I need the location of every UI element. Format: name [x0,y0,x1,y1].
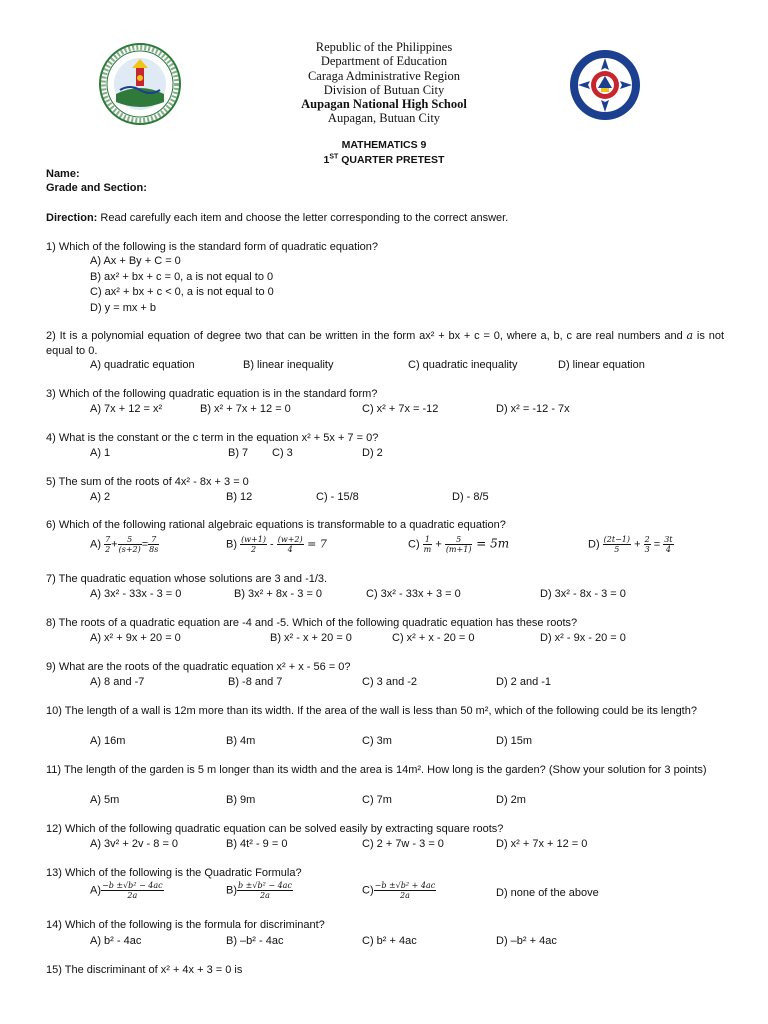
letterhead [0,40,768,126]
option-a[interactable] [90,535,159,554]
region-line: Caraga Administrative Region [307,68,461,83]
frac-den: 2 [250,545,257,554]
option[interactable]: D) 2 and -1 [496,676,552,688]
option[interactable]: B) ax² + bx + c = 0, a is not equal to 0 [90,270,274,283]
quarter-number: 1 [323,154,330,166]
option[interactable]: A) 1 [90,447,111,459]
option[interactable]: C) quadratic inequality [408,359,518,371]
exam-quarter [0,153,768,168]
option-label: B) [226,884,237,897]
option[interactable]: D) –b² + 4ac [496,935,557,947]
operator: + [432,538,445,551]
question-11-options [90,793,740,809]
question-5-options [90,490,740,506]
option-label: C) [408,538,420,551]
question-3: 3) Which of the following quadratic equation is in the standard form? [46,388,378,400]
option[interactable]: A) b² - 4ac [90,935,142,947]
question-7: 7) The quadratic equation whose solutions are 3 and -1/3. [46,573,328,585]
option[interactable]: C) 3x² - 33x + 3 = 0 [366,588,461,600]
question-9: 9) What are the roots of the quadratic equation x² + x - 56 = 0? [46,661,351,673]
option[interactable]: A) 8 and -7 [90,676,145,688]
option-b[interactable] [226,535,327,554]
option[interactable]: B) 4m [226,735,256,747]
frac-num: 7 [105,535,111,544]
option[interactable]: B) 4t² - 9 = 0 [226,838,288,850]
frac-num: 5 [445,535,473,545]
question-8-options [90,631,740,647]
name-label: Name: [46,168,80,180]
question-2 [46,328,724,359]
option[interactable]: C) 2 + 7w - 3 = 0 [362,838,444,850]
option[interactable]: A) Ax + By + C = 0 [90,255,181,267]
question-4-options [90,446,740,462]
option-label: A) [90,884,101,897]
option[interactable]: A) 3v² + 2v - 8 = 0 [90,838,179,850]
option[interactable]: A) 5m [90,794,120,806]
frac-den: 4 [287,545,293,554]
option-d[interactable]: D) none of the above [496,887,599,899]
option[interactable]: D) 15m [496,735,533,747]
exam-title [0,138,768,168]
option[interactable]: B) –b² - 4ac [226,935,284,947]
option[interactable]: C) x² + x - 20 = 0 [392,632,475,644]
operator: = 5m [472,536,510,551]
frac-num: (2t−1) [603,535,631,544]
question-6: 6) Which of the following rational algebraic equations is transformable to a quadratic equation? [46,519,506,531]
frac-num: b ±√b² − 4ac [238,881,292,890]
option[interactable]: C) 3m [362,735,392,747]
option-d[interactable] [588,535,674,554]
quarter-label: QUARTER PRETEST [338,154,445,166]
option-c[interactable] [362,881,436,900]
option[interactable]: D) 2 [362,447,383,459]
operator: = [650,538,664,551]
frac-num: −b ±√b² + 4ac [374,881,436,890]
exam-subject: MATHEMATICS 9 [341,139,427,151]
option[interactable]: D) 2m [496,794,526,806]
option-label: D) [588,538,600,551]
option[interactable]: B) 3x² + 8x - 3 = 0 [234,588,323,600]
option-label: B) [226,538,237,551]
question-2-text: 2) It is a polynomial equation of degree two that can be written in the form ax² + bx + c = 0, where a, b, c are real numbers and [46,330,687,342]
frac-den: m [423,545,432,554]
question-3-options [90,402,740,418]
option[interactable]: D) 3x² - 8x - 3 = 0 [540,588,626,600]
option[interactable]: A) 16m [90,735,126,747]
question-14: 14) Which of the following is the formula for discriminant? [46,919,325,931]
department-line: Department of Education [320,54,448,69]
operator: = 7 [303,537,327,551]
quarter-suffix: ST [329,153,339,161]
option[interactable]: C) ax² + bx + c < 0, a is not equal to 0 [90,286,274,298]
option[interactable]: A) quadratic equation [90,359,195,371]
frac-num: 3t [664,535,673,544]
operator: + [111,538,118,551]
question-11: 11) The length of the garden is 5 m longer than its width and the area is 14m². How long is the garden? (Show your solution for 3 points) [46,764,707,776]
question-15: 15) The discriminant of x² + 4x + 3 = 0 is [46,964,243,976]
frac-num: 5 [118,535,142,545]
option[interactable]: B) -8 and 7 [228,676,283,688]
option[interactable]: C) x² + 7x = -12 [362,403,439,415]
question-13: 13) Which of the following is the Quadratic Formula? [46,867,302,879]
frac-den: 4 [665,545,671,554]
option[interactable]: A) 2 [90,491,111,503]
name-field[interactable] [46,167,80,181]
question-12: 12) Which of the following quadratic equation can be solved easily by extracting square roots? [46,823,504,835]
option[interactable]: D) x² = -12 - 7x [496,403,570,415]
option[interactable]: D) - 8/5 [452,491,489,503]
frac-den: 8s [149,545,159,554]
option[interactable]: D) x² - 9x - 20 = 0 [540,632,626,644]
frac-den: 5 [614,545,620,554]
option-c[interactable] [408,535,509,554]
option[interactable]: D) y = mx + b [90,301,157,314]
option[interactable]: B) 12 [226,491,253,503]
operator: + [631,538,644,551]
option[interactable]: D) x² + 7x + 12 = 0 [496,838,588,850]
school-name: Aupagan National High School [301,97,467,112]
frac-den: 2 [105,545,111,554]
question-2-options [90,358,740,374]
question-7-options [90,587,740,603]
question-14-options [90,934,740,950]
question-10-options [90,734,740,750]
option[interactable]: C) 3 and -2 [362,676,418,688]
option-b[interactable] [226,881,293,900]
frac-den: (s+2) [118,545,141,554]
grade-section-label: Grade and Section: [46,182,147,194]
option-label: A) [90,538,101,551]
frac-num: 7 [148,535,159,545]
option-a[interactable] [90,881,164,900]
option[interactable]: C) - 15/8 [316,491,359,503]
option[interactable]: B) x² + 7x + 12 = 0 [200,403,291,415]
option[interactable]: B) linear inequality [243,359,334,371]
division-line: Division of Butuan City [323,82,445,97]
option[interactable]: A) 3x² - 33x - 3 = 0 [90,588,182,600]
question-13-options [90,881,740,905]
direction-label: Direction: [46,212,98,224]
operator: - [266,538,277,551]
question-9-options [90,675,740,691]
frac-den: 2a [127,891,138,900]
frac-den: (m+1) [445,545,472,554]
school-address: Aupagan, Butuan City [327,111,441,126]
option[interactable]: B) x² - x + 20 = 0 [270,632,352,644]
option[interactable]: C) b² + 4ac [362,935,417,947]
question-1-options [90,254,740,316]
question-12-options [90,837,740,853]
grade-section-field[interactable] [46,181,147,195]
frac-num: (w+2) [277,535,303,544]
direction [46,211,508,225]
country-line: Republic of the Philippines [315,40,453,54]
option[interactable]: D) linear equation [558,359,645,371]
option-label: C) [362,884,374,897]
option[interactable]: B) 7 [228,447,249,459]
question-8: 8) The roots of a quadratic equation are -4 and -5. Which of the following quadratic equation has these roots? [46,617,578,629]
question-6-options [90,535,740,559]
operator: = [141,538,149,551]
frac-den: 2a [399,891,410,900]
frac-num: 2 [644,535,650,544]
frac-den: 2a [260,891,270,900]
option[interactable]: A) x² + 9x + 20 = 0 [90,632,181,644]
option[interactable]: A) 7x + 12 = x² [90,403,163,415]
option[interactable]: B) 9m [226,794,256,806]
frac-num: 1 [423,535,433,545]
question-4: 4) What is the constant or the c term in the equation x² + 5x + 7 = 0? [46,432,379,444]
option[interactable]: C) 3 [272,447,293,459]
frac-num: (w+1) [241,535,266,544]
question-2-variable: a [686,329,694,342]
question-2-text-end: is not equal to 0. [46,330,724,357]
frac-num: −b ±√b² − 4ac [102,881,163,890]
direction-text: Read carefully each item and choose the letter corresponding to the correct answer. [97,212,509,224]
question-1: 1) Which of the following is the standard form of quadratic equation? [46,241,379,253]
frac-den: 3 [644,545,650,554]
question-5: 5) The sum of the roots of 4x² - 8x + 3 = 0 [46,476,249,488]
question-10: 10) The length of a wall is 12m more than its width. If the area of the wall is less than 50 m², which of the following could be its length? [46,705,697,717]
option[interactable]: C) 7m [362,794,392,806]
